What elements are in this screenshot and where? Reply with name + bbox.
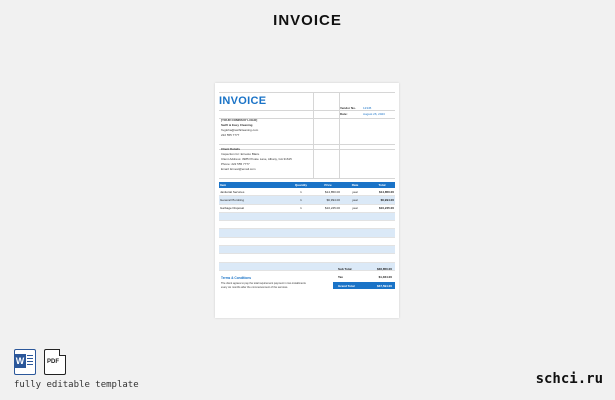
item-quantity: 1 — [287, 188, 315, 196]
table-row — [219, 188, 395, 196]
item-total: $10,245.00 — [369, 204, 395, 212]
subtotal-label: Sub Total — [338, 267, 352, 271]
invoice-preview — [215, 83, 399, 318]
company-email: hvgloha@swiftcleaning.com — [221, 128, 259, 133]
table-row-empty — [219, 246, 395, 254]
date-row — [340, 111, 395, 117]
item-name: General Plumbing — [219, 196, 287, 204]
client-phone: Phone: 222 555 7777 — [221, 162, 250, 167]
col-header-total: Total — [369, 182, 395, 188]
tax-label: Tax — [338, 275, 343, 279]
col-header-quantity: Quantity — [287, 182, 315, 188]
col-header-item: Item — [219, 182, 287, 188]
invoice-heading: INVOICE — [219, 95, 267, 107]
grand-total-label: Grand Total — [338, 284, 355, 288]
brand-watermark: schci.ru — [535, 371, 603, 387]
item-rate: year — [341, 196, 369, 204]
grand-total-row — [333, 282, 395, 289]
item-name: Garbage Disposal — [219, 204, 287, 212]
subtotal-value: $36,850.00 — [376, 267, 392, 271]
table-row — [219, 204, 395, 212]
item-price: $10,245.00 — [315, 204, 341, 212]
table-row-empty — [219, 212, 395, 220]
vendor-value: 12345 — [363, 106, 372, 110]
item-quantity: 1 — [287, 204, 315, 212]
pdf-label: PDF — [47, 359, 59, 365]
pdf-icon — [44, 349, 66, 375]
items-table — [219, 182, 395, 271]
client-info — [221, 147, 292, 172]
table-row-empty — [219, 221, 395, 229]
page-title: INVOICE — [273, 12, 342, 29]
subtotal-row — [333, 265, 395, 272]
item-price: $14,850.00 — [315, 188, 341, 196]
terms-title: Terms & Conditions — [221, 276, 252, 280]
item-rate: year — [341, 204, 369, 212]
tax-row — [333, 273, 395, 280]
company-phone: 222 555 7777 — [221, 133, 240, 138]
item-name: Janitorial Services — [219, 188, 287, 196]
item-total: $6,994.00 — [369, 196, 395, 204]
item-price: $6,994.00 — [315, 196, 341, 204]
tax-value: $1,364.00 — [378, 275, 392, 279]
item-quantity: 1 — [287, 196, 315, 204]
grand-total-value: $37,594.00 — [376, 284, 392, 288]
item-total: $14,850.00 — [369, 188, 395, 196]
client-address: Client Address: 3985 Private Lane, Albany, GA 31615 — [221, 157, 292, 162]
editable-caption: fully editable template — [14, 380, 139, 390]
item-rate: year — [341, 188, 369, 196]
col-header-price: Price — [315, 182, 341, 188]
table-row — [219, 196, 395, 204]
word-badge: W — [15, 356, 25, 366]
table-row-empty — [219, 254, 395, 262]
format-icons — [14, 349, 66, 373]
company-info — [221, 118, 258, 138]
col-header-rate: Rate — [341, 182, 369, 188]
terms-body: The client agrees to pay the total requirement payment in two installments every six months after the commencement of the services. — [221, 282, 306, 289]
vendor-label: Vendor No. — [340, 106, 356, 110]
client-email: Email: Ernest@email.com — [221, 167, 256, 172]
word-icon — [14, 349, 36, 375]
client-name: Inspection for: Ernesto Blaze — [221, 152, 260, 157]
table-row-empty — [219, 229, 395, 237]
date-value: August 26, 2023 — [363, 112, 385, 116]
date-label: Date: — [340, 112, 348, 116]
company-name: Swift & Easy Cleaning — [221, 123, 253, 128]
client-section-label: Client Details — [221, 147, 241, 151]
company-logo-placeholder: [YOUR COMPANY LOGO] — [221, 118, 258, 122]
table-row-empty — [219, 237, 395, 245]
